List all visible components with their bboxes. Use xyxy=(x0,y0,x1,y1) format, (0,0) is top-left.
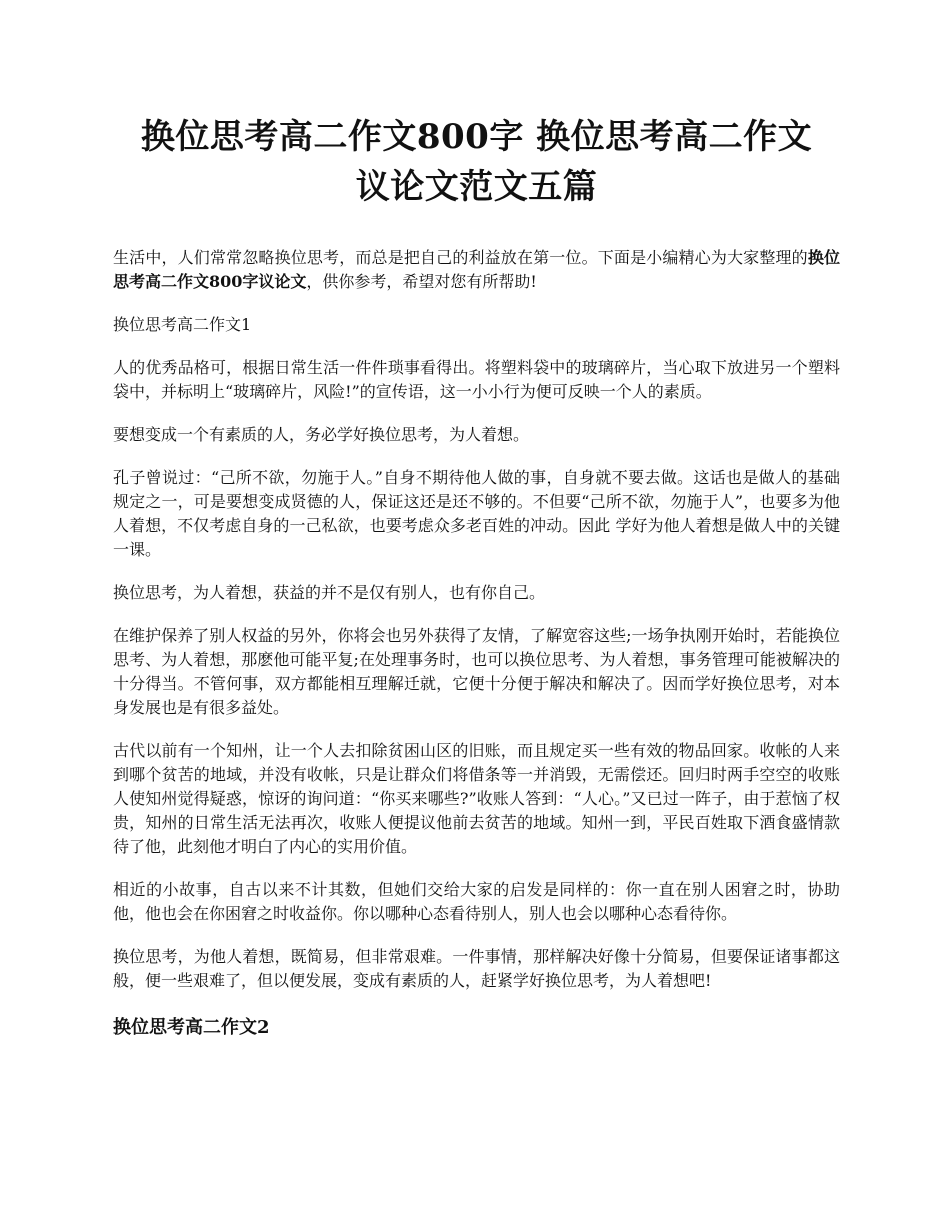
body-paragraph: 要想变成一个有素质的人，务必学好换位思考，为人着想。 xyxy=(113,425,530,444)
body-paragraph: 孔子曾说过：“己所不欲，勿施于人。”自身不期待他人做的事，自身就不要去做。这话也是做人的基础规定之一，可是要想变成贤德的人，保证这还是还不够的。不但要“己所不欲，勿施于人”，也要多为他人着想，不仅考虑自身的一己私欲，也要考虑众多老百姓的冲动。因此 学好为他人着想是做人中的关键一课。 xyxy=(113,468,840,559)
essay-2-heading: 换位思考高二作文2 xyxy=(113,1017,270,1038)
document-title xyxy=(113,112,840,212)
intro-paragraph xyxy=(113,246,840,294)
body-paragraph: 在维护保养了别人权益的另外，你将会也另外获得了友情，了解宽容这些;一场争执刚开始时，若能换位思考、为人着想，那麽他可能平复;在处理事务时，也可以换位思考、为人着想，事务管理可能被解决的十分得当。不管何事，双方都能相互理解迁就，它便十分便于解决和解决了。因而学好换位思考，对本身发展也是有很多益处。 xyxy=(113,626,840,717)
body-paragraph: 古代以前有一个知州，让一个人去扣除贫困山区的旧账，而且规定买一些有效的物品回家。收帐的人来到哪个贫苦的地域，并没有收帐，只是让群众们将借条等一并消毁，无需偿还。回归时两手空空的收账人使知州觉得疑惑，惊讶的询问道：“你买来哪些?”收账人答到：“人心。”又已过一阵子，由于惹恼了权贵，知州的日常生活无法再次，收账人便提议他前去贫苦的地域。知州一到，平民百姓取下酒食盛情款待了他，此刻他才明白了内心的实用价值。 xyxy=(113,741,840,856)
title-line-1: 换位思考高二作文800字 换位思考高二作文 xyxy=(140,117,813,157)
intro-text-after: ，供你参考，希望对您有所帮助! xyxy=(306,272,537,291)
title-line-2: 议论文范文五篇 xyxy=(355,167,598,207)
body-paragraph: 人的优秀品格可，根据日常生活一件件琐事看得出。将塑料袋中的玻璃碎片，当心取下放进另一个塑料袋中，并标明上“玻璃碎片，风险!”的宣传语，这一小小行为便可反映一个人的素质。 xyxy=(113,358,840,401)
document-page xyxy=(113,112,840,1041)
intro-bold-text: 换位思考高二作文800字议论文 xyxy=(113,248,840,291)
intro-text-before: 生活中，人们常常忽略换位思考，而总是把自己的利益放在第一位。下面是小编精心为大家整理的 xyxy=(113,248,808,267)
body-paragraph: 换位思考，为他人着想，既简易，但非常艰难。一件事情，那样解决好像十分简易，但要保证诸事都这般，便一些艰难了，但以便发展，变成有素质的人，赶紧学好换位思考，为人着想吧! xyxy=(113,947,840,990)
body-paragraph: 相近的小故事，自古以来不计其数，但她们交给大家的启发是同样的：你一直在别人困窘之时，协助他，他也会在你困窘之时收益你。你以哪种心态看待别人，别人也会以哪种心态看待你。 xyxy=(113,880,840,923)
essay-1-label: 换位思考高二作文1 xyxy=(113,315,252,334)
body-paragraph: 换位思考，为人着想，获益的并不是仅有别人，也有你自己。 xyxy=(113,583,546,602)
